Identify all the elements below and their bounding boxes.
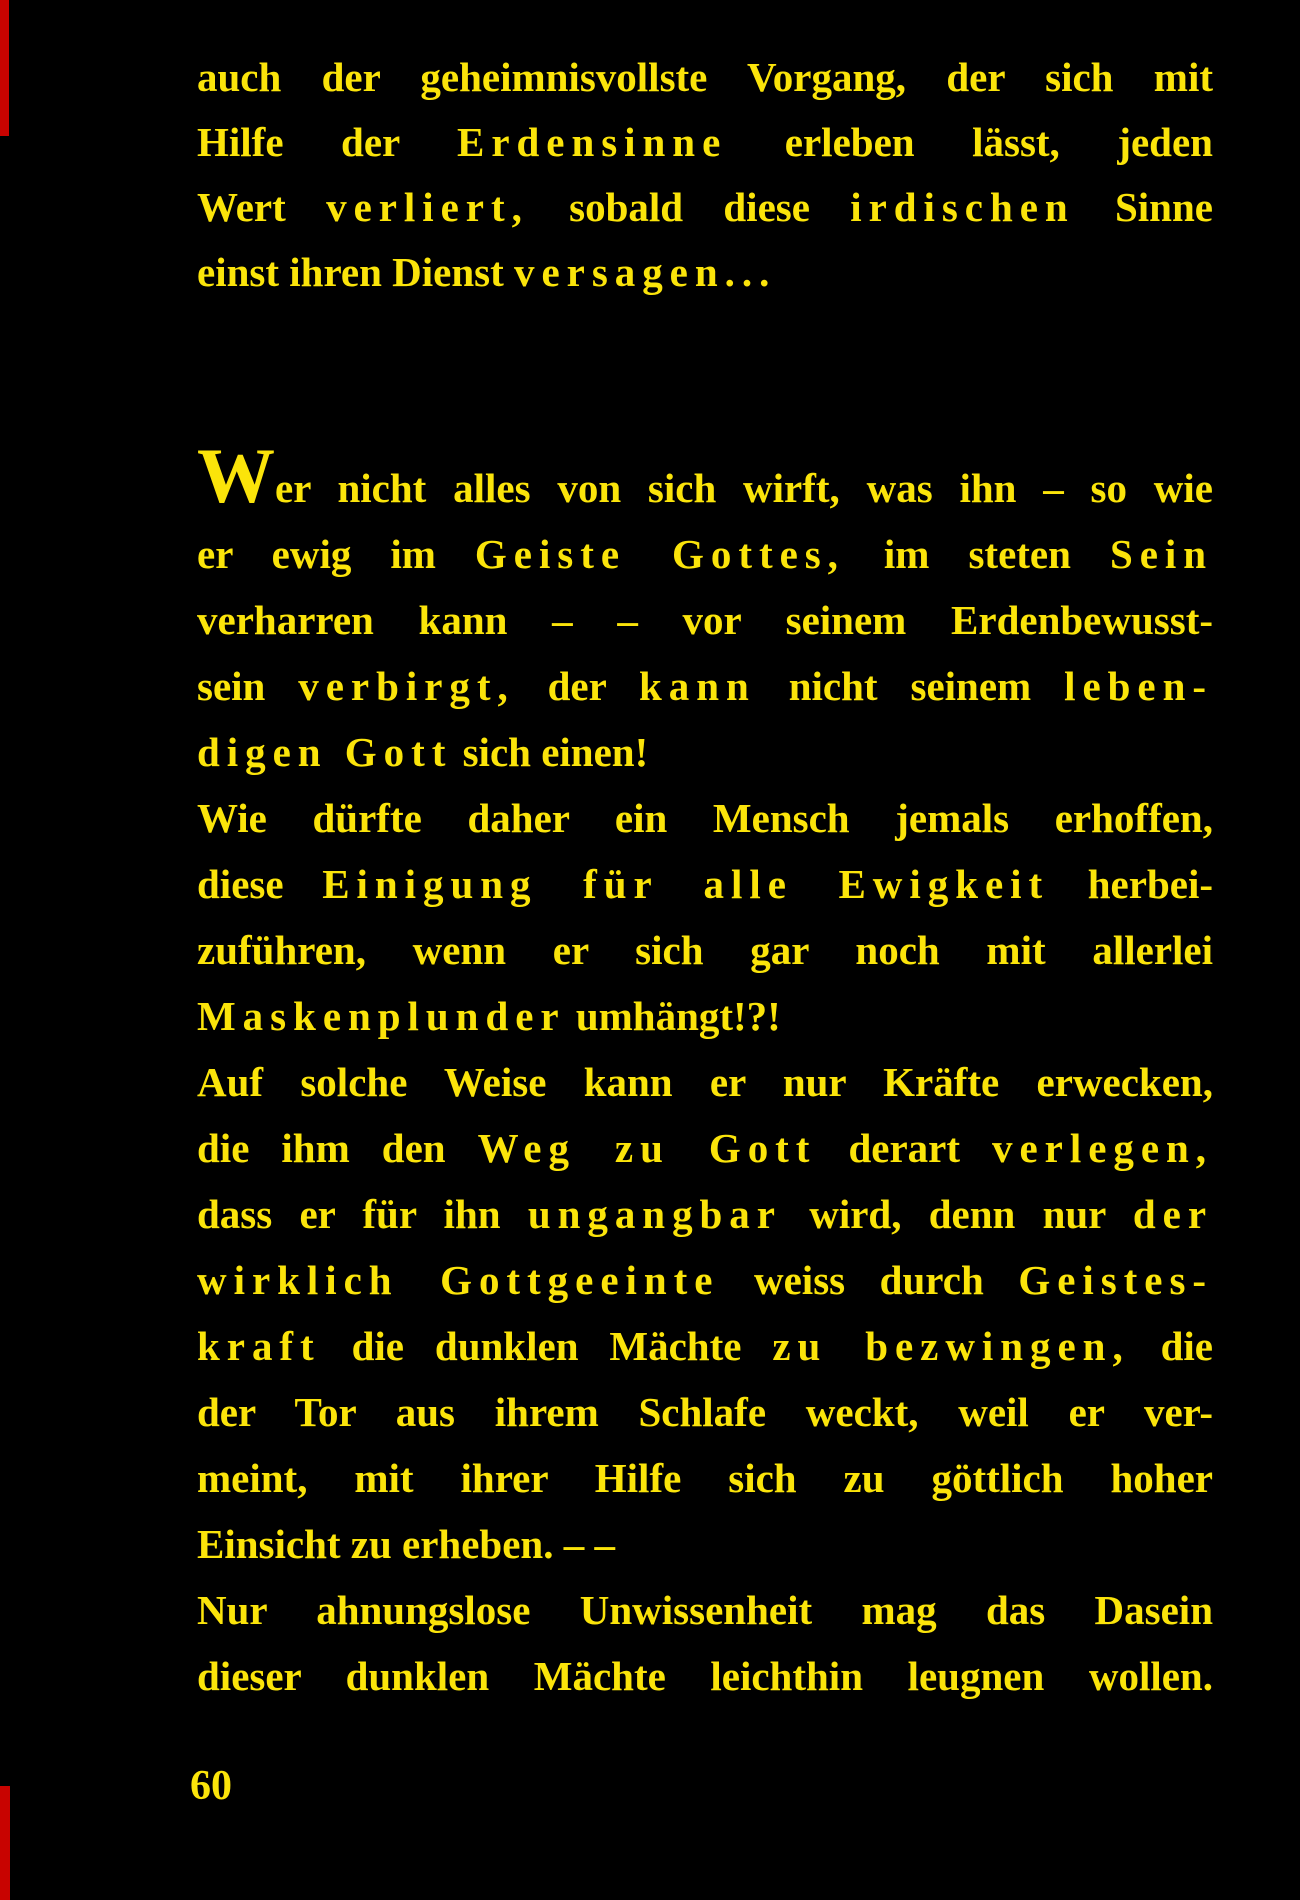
- initial-capital: W: [197, 432, 275, 519]
- text-line: [197, 110, 1213, 175]
- text-segment: der: [514, 663, 640, 709]
- text-line: [197, 1115, 1213, 1181]
- letterspaced-emphasis: wirklich Gottgeeinte: [197, 1257, 720, 1303]
- text-segment: im steten: [844, 531, 1110, 577]
- text-line: [197, 653, 1213, 719]
- text-segment: er ewig im: [197, 531, 475, 577]
- letterspaced-emphasis: versagen...: [514, 249, 777, 295]
- text-segment: Wert: [197, 184, 327, 230]
- text-segment: Nur ahnungslose Unwissenheit mag das Dasein: [197, 1587, 1213, 1633]
- text-line: [197, 45, 1213, 110]
- text-segment: dass er für ihn: [197, 1191, 528, 1237]
- letterspaced-emphasis: kann: [639, 663, 756, 709]
- letterspaced-emphasis: verliert,: [326, 184, 529, 230]
- text-segment: Hilfe der: [197, 119, 458, 165]
- text-line: [197, 1643, 1213, 1709]
- letterspaced-emphasis: kraft: [197, 1323, 321, 1369]
- text-line: [197, 917, 1213, 983]
- paragraph-2: [197, 432, 1214, 1709]
- letterspaced-emphasis: verbirgt,: [298, 663, 515, 709]
- text-line: [197, 1049, 1213, 1115]
- text-segment: sein: [197, 663, 299, 709]
- text-segment: die: [1129, 1323, 1213, 1369]
- text-line: [197, 587, 1213, 653]
- text-line: [197, 1445, 1213, 1511]
- text-segment: die ihm den: [197, 1125, 478, 1171]
- text-segment: einst ihren Dienst: [197, 249, 515, 295]
- text-line: [197, 1247, 1213, 1313]
- text-line: [197, 785, 1213, 851]
- text-line: [197, 240, 1213, 305]
- text-segment: weiss durch: [719, 1257, 1019, 1303]
- text-segment: verharren kann – – vor seinem Erdenbewusst-: [197, 597, 1213, 643]
- text-segment: Wie dürfte daher ein Mensch jemals erhoffen,: [197, 795, 1213, 841]
- letterspaced-emphasis: verlegen,: [992, 1125, 1213, 1171]
- text-line: [197, 1511, 1213, 1577]
- text-line: [197, 175, 1213, 240]
- text-segment: dieser dunklen Mächte leichthin leugnen wollen.: [197, 1653, 1213, 1699]
- letterspaced-emphasis: leben-: [1064, 663, 1213, 709]
- letterspaced-emphasis: Geistes-: [1018, 1257, 1213, 1303]
- text-segment: wird, denn nur: [781, 1191, 1133, 1237]
- letterspaced-emphasis: der: [1132, 1191, 1214, 1237]
- text-segment: diese: [197, 861, 323, 907]
- text-segment: Auf solche Weise kann er nur Kräfte erwecken,: [197, 1059, 1213, 1105]
- paragraph-1: [197, 45, 1213, 305]
- text-line: [197, 432, 1213, 521]
- text-segment: meint, mit ihrer Hilfe sich zu göttlich hoher: [197, 1455, 1213, 1501]
- letterspaced-emphasis: Maskenplunder: [197, 993, 566, 1039]
- text-segment: auch der geheimnisvollste Vorgang, der sich mit: [197, 54, 1213, 100]
- text-segment: herbei-: [1049, 861, 1213, 907]
- text-line: [197, 1181, 1213, 1247]
- page-number: 60: [190, 1763, 232, 1809]
- text-line: [197, 521, 1213, 587]
- text-segment: der Tor aus ihrem Schlafe weckt, weil er ver-: [197, 1389, 1213, 1435]
- text-segment: sich einen!: [452, 729, 649, 775]
- text-line: [197, 1313, 1213, 1379]
- text-line: [197, 1379, 1213, 1445]
- text-segment: zuführen, wenn er sich gar noch mit allerlei: [197, 927, 1213, 973]
- text-segment: er nicht alles von sich wirft, was ihn – so wie: [275, 465, 1213, 511]
- letterspaced-emphasis: digen Gott: [197, 729, 453, 775]
- text-segment: erleben lässt, jeden: [727, 119, 1213, 165]
- text-segment: Einsicht zu erheben. – –: [197, 1521, 615, 1567]
- text-segment: sobald diese: [528, 184, 851, 230]
- letterspaced-emphasis: irdischen: [850, 184, 1075, 230]
- text-segment: umhängt!?!: [565, 993, 781, 1039]
- text-segment: die dunklen Mächte: [320, 1323, 773, 1369]
- letterspaced-emphasis: zu bezwingen,: [772, 1323, 1130, 1369]
- text-line: [197, 983, 1213, 1049]
- text-segment: nicht seinem: [755, 663, 1065, 709]
- text-segment: Sinne: [1074, 184, 1213, 230]
- text-line: [197, 851, 1213, 917]
- letterspaced-emphasis: ungangbar: [527, 1191, 782, 1237]
- text-line: [197, 1577, 1213, 1643]
- letterspaced-emphasis: Sein: [1109, 531, 1214, 577]
- letterspaced-emphasis: Erdensinne: [457, 119, 728, 165]
- letterspaced-emphasis: Geiste Gottes,: [474, 531, 845, 577]
- letterspaced-emphasis: Weg zu Gott: [477, 1125, 817, 1171]
- text-line: [197, 719, 1213, 785]
- text-segment: derart: [816, 1125, 993, 1171]
- letterspaced-emphasis: Einigung für alle Ewigkeit: [322, 861, 1050, 907]
